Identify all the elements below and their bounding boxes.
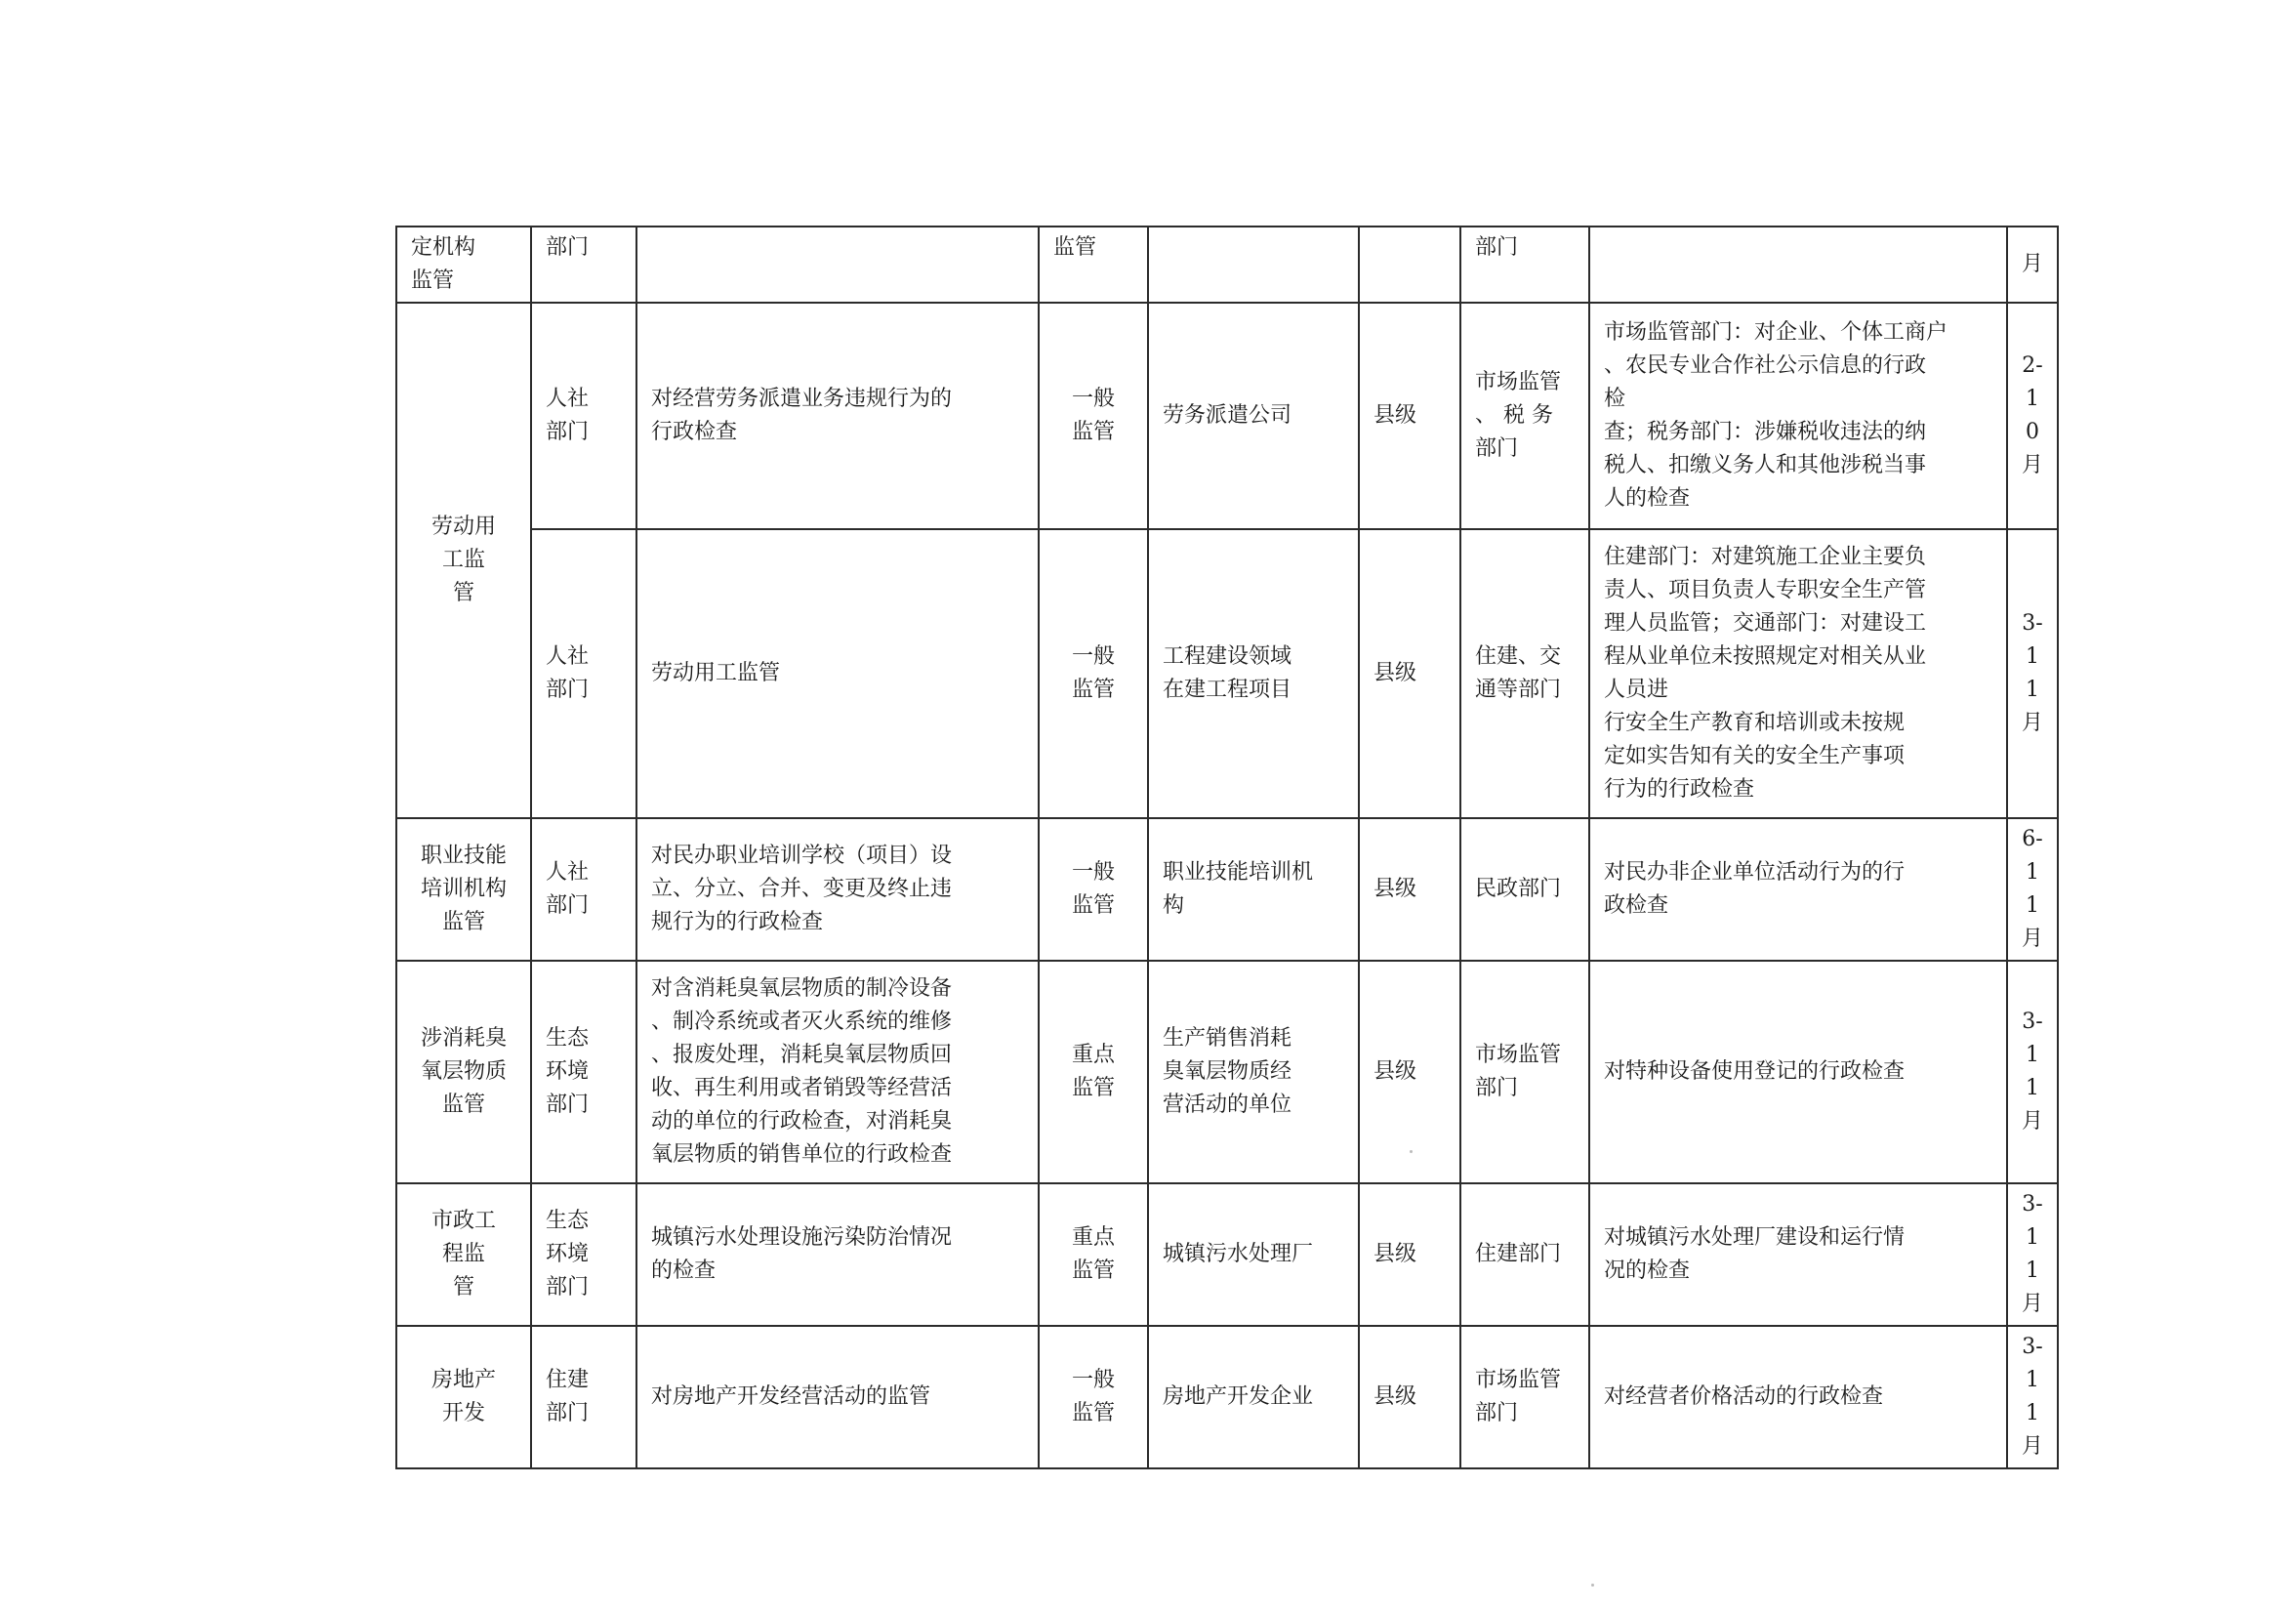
cell-scope: 县级: [1359, 818, 1460, 961]
cell-level: 一般 监管: [1039, 818, 1148, 961]
cell-object: [1148, 227, 1359, 303]
cell-content: 劳动用工监管: [636, 529, 1039, 818]
cell-item: 市政工 程监 管: [396, 1183, 531, 1326]
cell-joint-content: 对民办非企业单位活动行为的行 政检查: [1589, 818, 2007, 961]
cell-dept: 部门: [531, 227, 636, 303]
cell-dept: 住建 部门: [531, 1326, 636, 1468]
cell-item: 劳动用 工监 管: [396, 303, 531, 818]
cell-object: 城镇污水处理厂: [1148, 1183, 1359, 1326]
cell-item: 定机构 监管: [396, 227, 531, 303]
cell-time: 月: [2007, 227, 2058, 303]
cell-time: 6-11 月: [2007, 818, 2058, 961]
cell-object: 劳务派遣公司: [1148, 303, 1359, 529]
table-row: [396, 529, 2058, 818]
cell-object: 房地产开发企业: [1148, 1326, 1359, 1468]
cell-scope: 县级: [1359, 303, 1460, 529]
cell-joint-dept: 住建、交 通等部门: [1460, 529, 1589, 818]
cell-dept: 生态 环境 部门: [531, 961, 636, 1183]
table-row: [396, 1326, 2058, 1468]
cell-level: 重点 监管: [1039, 1183, 1148, 1326]
cell-content: 对民办职业培训学校（项目）设 立、分立、合并、变更及终止违 规行为的行政检查: [636, 818, 1039, 961]
cell-level: 重点 监管: [1039, 961, 1148, 1183]
cell-content: 城镇污水处理设施污染防治情况 的检查: [636, 1183, 1039, 1326]
cell-dept: 人社 部门: [531, 818, 636, 961]
cell-joint-content: 市场监管部门：对企业、个体工商户 、农民专业合作社公示信息的行政 检 查；税务部门：涉嫌税收违法的纳 税人、扣缴义务人和其他涉税当事 人的检查: [1589, 303, 2007, 529]
cell-scope: 县级: [1359, 1183, 1460, 1326]
cell-dept: 人社 部门: [531, 303, 636, 529]
cell-content: 对房地产开发经营活动的监管: [636, 1326, 1039, 1468]
table-row: [396, 303, 2058, 529]
cell-object: 职业技能培训机 构: [1148, 818, 1359, 961]
cell-time: 2-10 月: [2007, 303, 2058, 529]
cell-content: 对含消耗臭氧层物质的制冷设备 、制冷系统或者灭火系统的维修 、报废处理，消耗臭氧层物质回 收、再生利用或者销毁等经营活 动的单位的行政检查，对消耗臭 氧层物质的销售单位的行政检查: [636, 961, 1039, 1183]
cell-joint-dept: 市场监管 、 税 务 部门: [1460, 303, 1589, 529]
cell-dept: 人社 部门: [531, 529, 636, 818]
cell-scope: [1359, 227, 1460, 303]
cell-joint-dept: 部门: [1460, 227, 1589, 303]
cell-object: 工程建设领域 在建工程项目: [1148, 529, 1359, 818]
cell-joint-content: 住建部门：对建筑施工企业主要负 责人、项目负责人专职安全生产管 理人员监管；交通部门：对建设工 程从业单位未按照规定对相关从业 人员进 行安全生产教育和培训或未按规 定如实告知有关的安全生产事项 行为的行政检查: [1589, 529, 2007, 818]
cell-item: 职业技能 培训机构 监管: [396, 818, 531, 961]
table-row: [396, 1183, 2058, 1326]
cell-joint-content: [1589, 227, 2007, 303]
cell-joint-content: 对特种设备使用登记的行政检查: [1589, 961, 2007, 1183]
cell-time: 3-11 月: [2007, 961, 2058, 1183]
cell-item: 涉消耗臭 氧层物质 监管: [396, 961, 531, 1183]
cell-item: 房地产 开发: [396, 1326, 531, 1468]
table-row: [396, 961, 2058, 1183]
cell-time: 3-11 月: [2007, 1326, 2058, 1468]
cell-level: 监管: [1039, 227, 1148, 303]
cell-joint-dept: 住建部门: [1460, 1183, 1589, 1326]
cell-content: 对经营劳务派遣业务违规行为的 行政检查: [636, 303, 1039, 529]
cell-object: 生产销售消耗 臭氧层物质经 营活动的单位: [1148, 961, 1359, 1183]
cell-level: 一般 监管: [1039, 529, 1148, 818]
cell-content: [636, 227, 1039, 303]
cell-time: 3-11 月: [2007, 1183, 2058, 1326]
scan-speck: [1591, 1584, 1594, 1587]
cell-joint-content: 对城镇污水处理厂建设和运行情 况的检查: [1589, 1183, 2007, 1326]
scan-speck: [1410, 1150, 1413, 1153]
cell-joint-dept: 市场监管 部门: [1460, 1326, 1589, 1468]
cell-joint-content: 对经营者价格活动的行政检查: [1589, 1326, 2007, 1468]
cell-time: 3-11 月: [2007, 529, 2058, 818]
table-row-continued: [396, 227, 2058, 303]
cell-scope: 县级: [1359, 529, 1460, 818]
cell-scope: 县级: [1359, 1326, 1460, 1468]
cell-level: 一般 监管: [1039, 1326, 1148, 1468]
supervision-table: [395, 226, 2059, 1469]
cell-level: 一般 监管: [1039, 303, 1148, 529]
cell-joint-dept: 市场监管 部门: [1460, 961, 1589, 1183]
table-row: [396, 818, 2058, 961]
cell-joint-dept: 民政部门: [1460, 818, 1589, 961]
cell-scope: 县级: [1359, 961, 1460, 1183]
cell-dept: 生态 环境 部门: [531, 1183, 636, 1326]
